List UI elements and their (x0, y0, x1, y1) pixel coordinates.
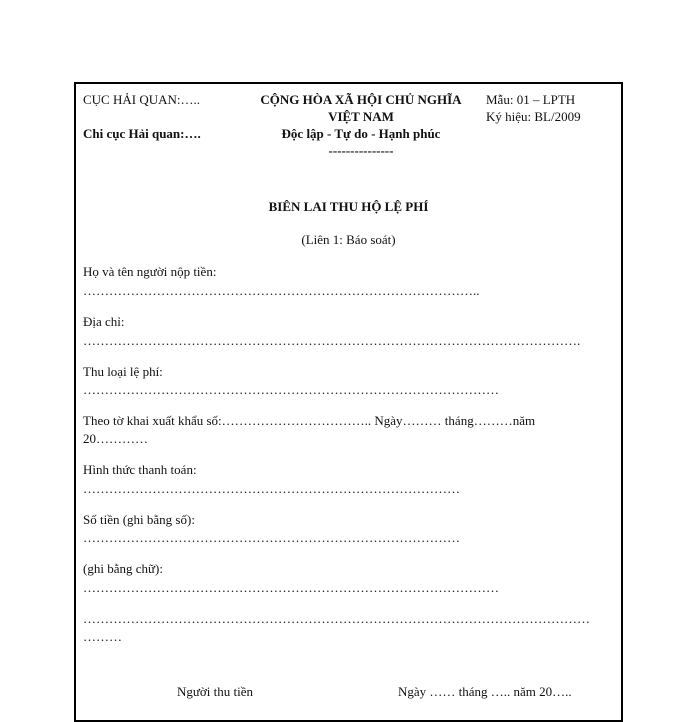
payer-name-field: ……………………………………………………………………………….. (83, 283, 480, 298)
document-title: BIÊN LAI THU HỘ LỆ PHÍ (268, 199, 429, 214)
amount-words-label: (ghi bằng chữ): (83, 561, 163, 576)
form-code: Mẫu: 01 – LPTH (486, 92, 576, 107)
export-declaration-line: Theo tờ khai xuất khẩu số:…………………………….. Ngày……… tháng………năm (83, 413, 536, 428)
address-label: Địa chỉ: (83, 314, 125, 329)
payment-method-label: Hình thức thanh toán: (83, 462, 197, 477)
copy-note: (Liên 1: Báo soát) (301, 232, 396, 247)
amount-words-field-2: ……………………………………………………………………………………………………… (83, 611, 590, 626)
receipt-form (74, 82, 623, 722)
amount-words-field-3: ……… (83, 629, 122, 644)
national-motto: Độc lập - Tự do - Hạnh phúc (281, 126, 441, 141)
customs-branch-label: Chi cục Hải quan:…. (83, 126, 201, 141)
country-name-line1: CỘNG HÒA XÃ HỘI CHỦ NGHĨA (260, 92, 462, 107)
amount-number-label: Số tiền (ghi bằng số): (83, 512, 195, 527)
collector-signature-label: Người thu tiền (177, 684, 254, 699)
payer-name-label: Họ và tên người nộp tiền: (83, 264, 217, 279)
amount-number-field: …………………………………………………………………………… (83, 530, 460, 545)
address-field: ……………………………………………………………………………………………………. (83, 333, 581, 348)
amount-words-field-1: …………………………………………………………………………………… (83, 580, 499, 595)
country-name-line2: VIỆT NAM (328, 109, 394, 124)
signature-date-line: Ngày …… tháng ….. năm 20….. (398, 684, 572, 699)
customs-department-label: CỤC HẢI QUAN:….. (83, 92, 200, 107)
fee-type-label: Thu loại lệ phí: (83, 364, 163, 379)
export-declaration-year: 20………… (83, 431, 148, 446)
form-symbol: Ký hiệu: BL/2009 (486, 109, 581, 124)
fee-type-field: …………………………………………………………………………………… (83, 382, 499, 397)
motto-underline: --------------- (328, 143, 394, 158)
payment-method-field: …………………………………………………………………………… (83, 481, 460, 496)
